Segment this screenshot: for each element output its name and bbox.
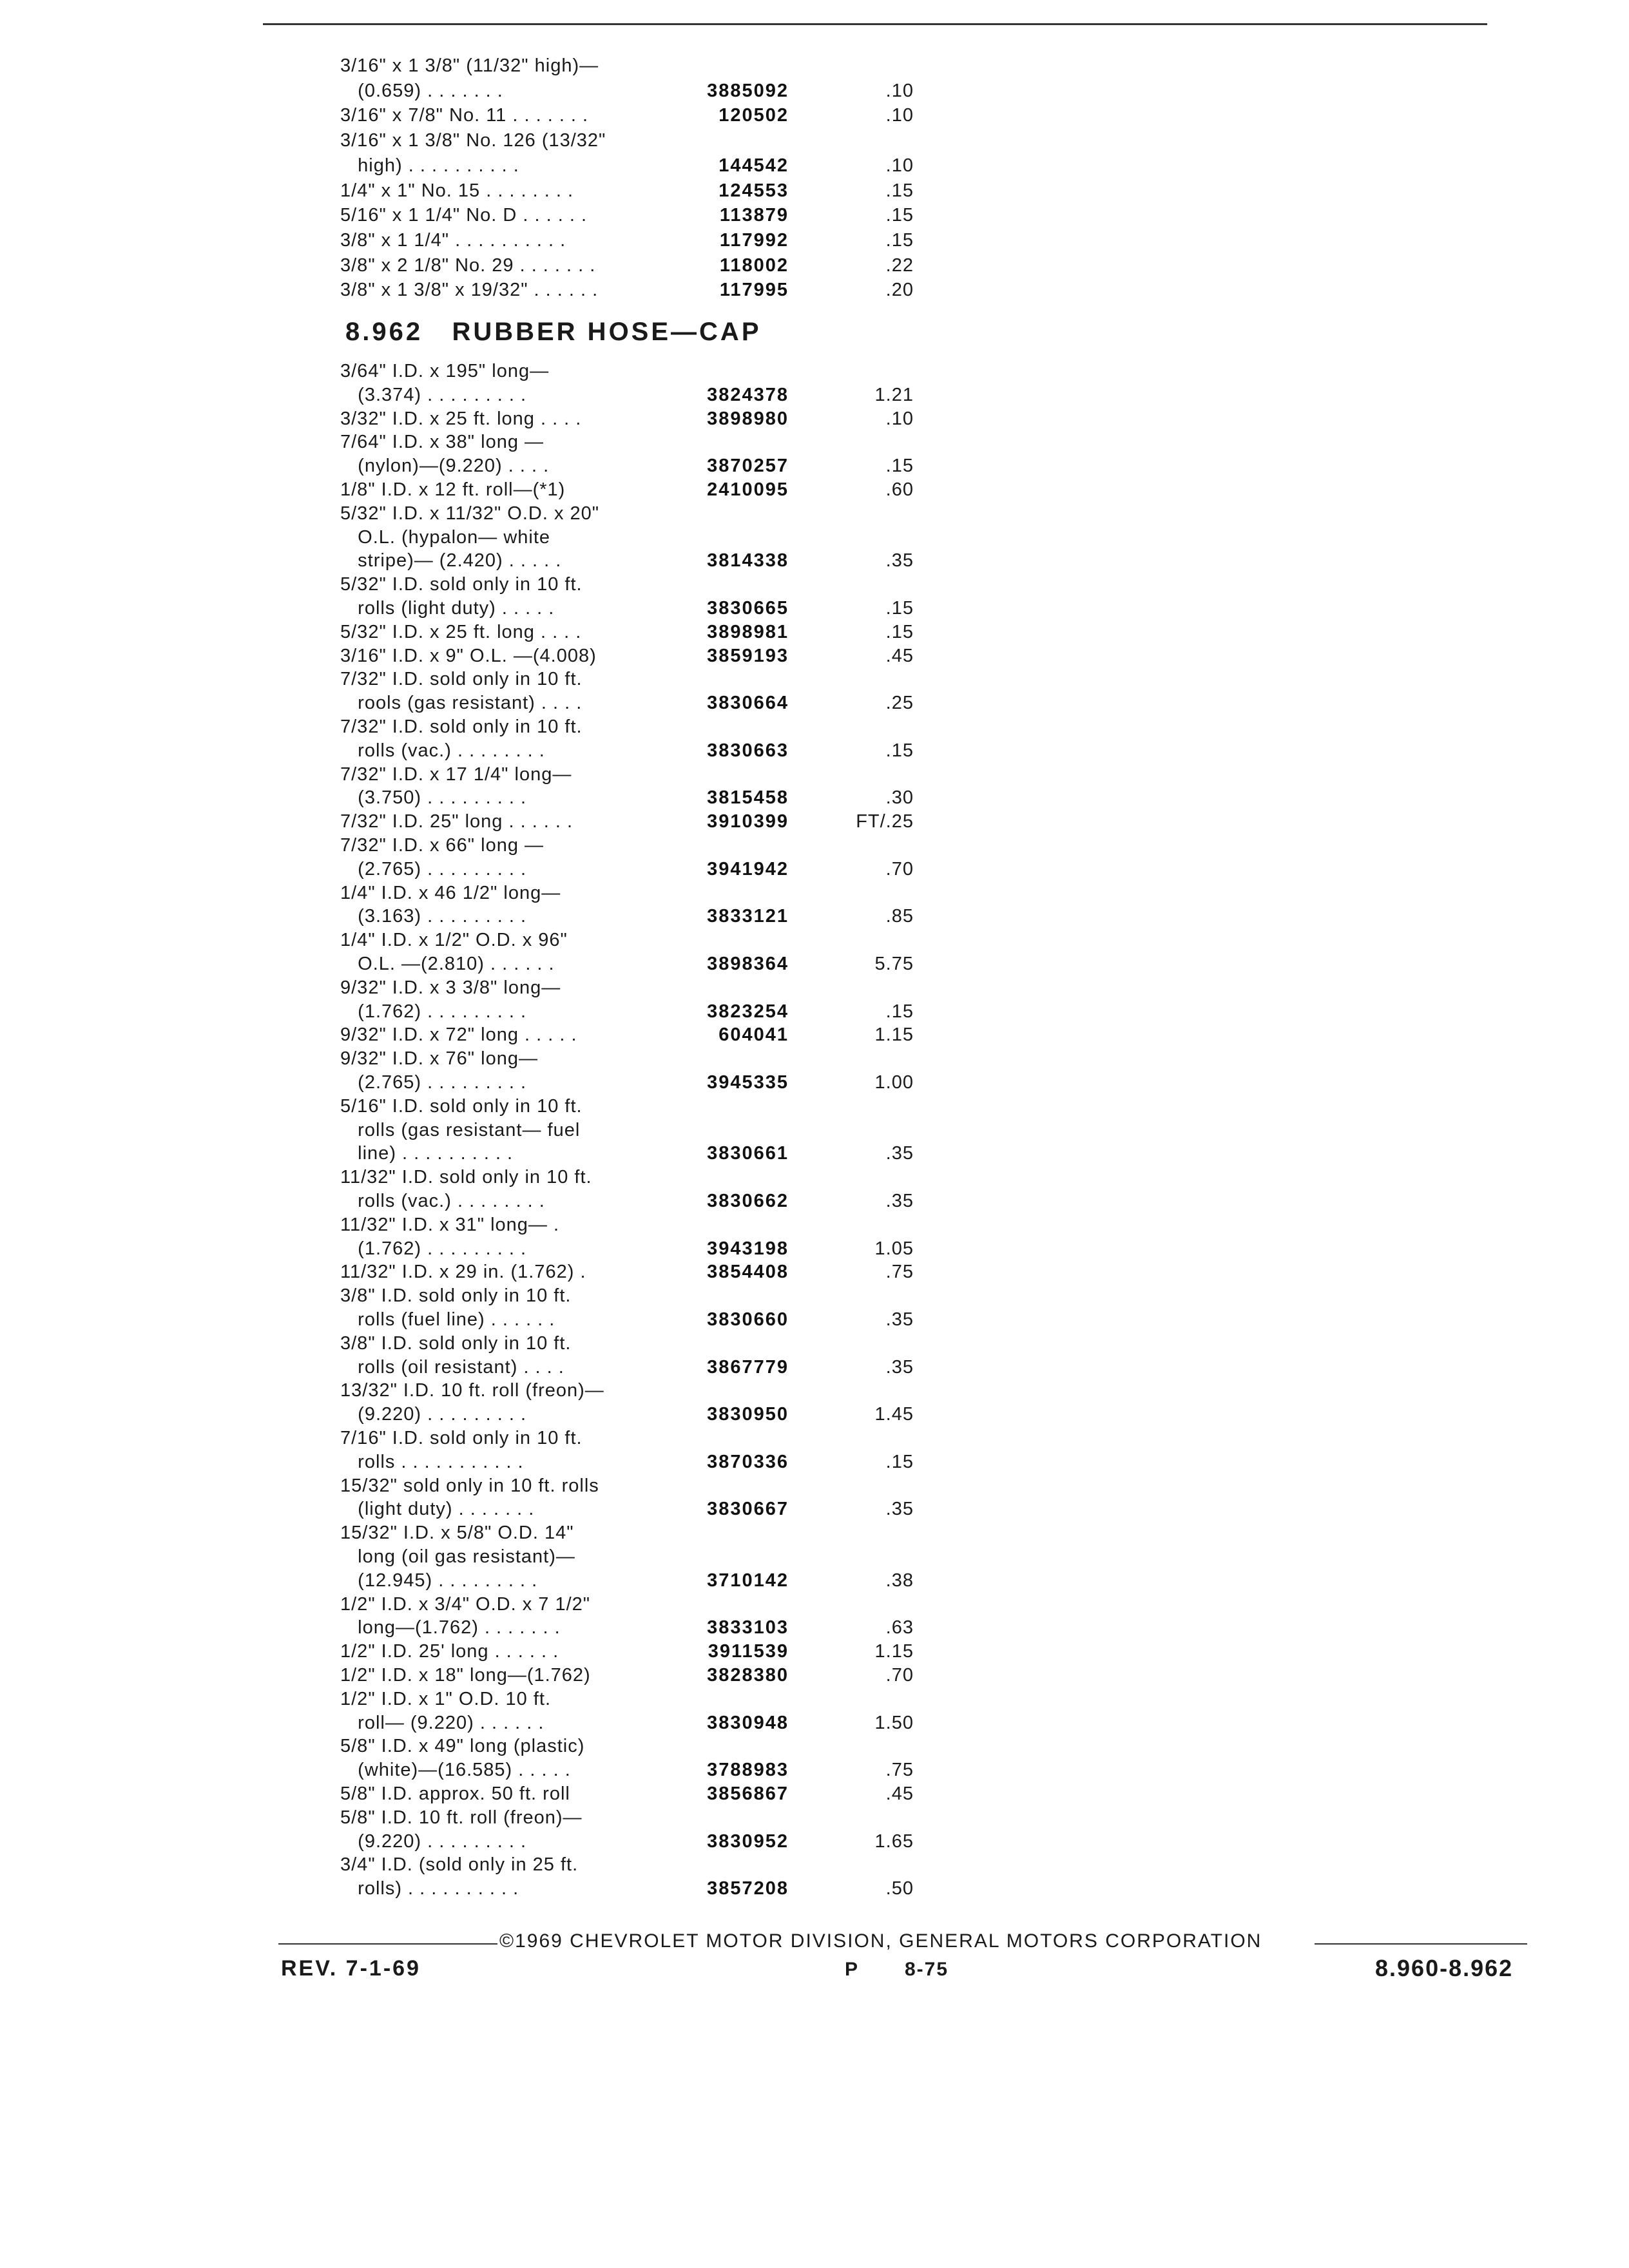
- section-title: RUBBER HOSE—CAP: [452, 318, 762, 346]
- part-number: 117992: [719, 229, 789, 251]
- list-item: [340, 1357, 920, 1381]
- part-description: 5/16" I.D. sold only in 10 ft.: [340, 1095, 583, 1117]
- list-item: [340, 693, 920, 716]
- list-item: [340, 408, 920, 432]
- part-number: 3830950: [707, 1404, 789, 1425]
- part-description: stripe)— (2.420) . . . . .: [340, 550, 562, 572]
- part-description: 9/32" I.D. x 76" long—: [340, 1048, 538, 1070]
- list-item: [340, 361, 920, 385]
- part-number: 3941942: [707, 858, 789, 879]
- part-price: .10: [885, 80, 914, 101]
- part-description: (3.750) . . . . . . . . .: [340, 787, 527, 809]
- list-item: [340, 1523, 920, 1546]
- part-description: (nylon)—(9.220) . . . .: [340, 456, 550, 477]
- list-item: [340, 255, 920, 280]
- list-item: [340, 1428, 920, 1452]
- list-item: [340, 1831, 920, 1855]
- part-number: 3788983: [707, 1760, 789, 1781]
- part-price: .10: [885, 408, 914, 429]
- part-price: FT/.25: [856, 811, 914, 832]
- part-description: rools (gas resistant) . . . .: [340, 693, 583, 714]
- part-price: .63: [885, 1617, 914, 1639]
- list-item: [340, 954, 920, 977]
- part-price: .25: [885, 693, 914, 714]
- part-number: 3815458: [707, 787, 789, 809]
- list-item: [340, 1309, 920, 1333]
- part-description: rolls . . . . . . . . . . .: [340, 1451, 524, 1472]
- list-item: [340, 1143, 920, 1167]
- part-number: 3870257: [707, 456, 789, 477]
- list-item: [340, 479, 920, 503]
- part-description: 11/32" I.D. x 29 in. (1.762) .: [340, 1262, 586, 1283]
- list-item: [340, 764, 920, 788]
- part-description: (1.762) . . . . . . . . .: [340, 1001, 527, 1022]
- part-price: .10: [885, 155, 914, 176]
- part-description: rolls (oil resistant) . . . .: [340, 1356, 564, 1378]
- list-item: [340, 835, 920, 859]
- part-description: 5/8" I.D. 10 ft. roll (freon)—: [340, 1807, 583, 1828]
- part-description: (2.765) . . . . . . . . .: [340, 1072, 527, 1093]
- part-description: 1/2" I.D. x 18" long—(1.762): [340, 1665, 591, 1686]
- part-description: 5/32" I.D. sold only in 10 ft.: [340, 574, 583, 595]
- list-item: [340, 456, 920, 479]
- part-number: 3830660: [707, 1309, 789, 1330]
- part-price: .35: [885, 1143, 914, 1164]
- part-price: .35: [885, 550, 914, 572]
- part-number: 3823254: [707, 1001, 789, 1022]
- part-number: 3867779: [707, 1356, 789, 1378]
- part-number: 3854408: [707, 1262, 789, 1283]
- part-description: (1.762) . . . . . . . . .: [340, 1238, 527, 1259]
- part-number: 117995: [719, 280, 789, 301]
- list-item: [340, 716, 920, 740]
- part-price: .35: [885, 1191, 914, 1211]
- part-price: .15: [885, 598, 914, 619]
- part-number: 2410095: [707, 479, 789, 500]
- list-item: [340, 1001, 920, 1025]
- list-item: [340, 81, 920, 106]
- part-price: .15: [885, 621, 914, 642]
- part-description: 3/8" x 2 1/8" No. 29 . . . . . . .: [340, 255, 596, 276]
- list-item: [340, 1807, 920, 1831]
- list-item: [340, 811, 920, 835]
- part-number: 118002: [719, 255, 789, 276]
- part-description: 5/32" I.D. x 11/32" O.D. x 20": [340, 503, 600, 524]
- list-item: [340, 1404, 920, 1428]
- part-price: 1.15: [874, 1641, 914, 1662]
- part-number: 120502: [718, 105, 789, 126]
- list-item: [340, 280, 920, 305]
- list-item: [340, 1736, 920, 1760]
- part-description: (white)—(16.585) . . . . .: [340, 1760, 571, 1781]
- part-number: 3830664: [707, 693, 789, 714]
- part-price: .15: [885, 229, 914, 251]
- part-price: .60: [885, 479, 914, 500]
- part-price: .15: [885, 740, 914, 761]
- list-item: [340, 1048, 920, 1072]
- part-description: 9/32" I.D. x 72" long . . . . .: [340, 1024, 577, 1046]
- list-item: [340, 1215, 920, 1238]
- part-description: 9/32" I.D. x 3 3/8" long—: [340, 977, 561, 998]
- part-price: 1.65: [874, 1831, 914, 1852]
- list-item: [340, 1854, 920, 1878]
- part-description: 3/8" x 1 3/8" x 19/32" . . . . . .: [340, 280, 599, 301]
- part-number: 3911539: [708, 1641, 789, 1662]
- list-item: [340, 930, 920, 954]
- part-price: .15: [885, 456, 914, 477]
- list-item: [340, 503, 920, 527]
- list-item: [340, 740, 920, 764]
- part-description: 1/4" I.D. x 46 1/2" long—: [340, 882, 561, 903]
- list-item: [340, 977, 920, 1001]
- part-price: .70: [885, 1665, 914, 1686]
- list-item: [340, 1285, 920, 1309]
- part-description: 3/8" I.D. sold only in 10 ft.: [340, 1332, 572, 1354]
- list-item: [340, 1594, 920, 1618]
- part-number: 3856867: [707, 1783, 789, 1804]
- part-price: .85: [885, 906, 914, 927]
- part-price: .70: [885, 858, 914, 879]
- list-item: [340, 598, 920, 622]
- footer-rule-right: [1315, 1943, 1527, 1945]
- part-description: 1/4" x 1" No. 15 . . . . . . . .: [340, 180, 574, 201]
- part-description: 3/4" I.D. (sold only in 25 ft.: [340, 1854, 579, 1876]
- part-price: 1.50: [874, 1712, 914, 1733]
- part-description: (9.220) . . . . . . . . .: [340, 1831, 527, 1852]
- part-price: .20: [885, 280, 914, 301]
- list-item: [340, 1665, 920, 1689]
- part-description: 11/32" I.D. x 31" long— .: [340, 1214, 560, 1235]
- part-description: 7/32" I.D. x 66" long —: [340, 835, 545, 856]
- list-item: [340, 1570, 920, 1594]
- section-number: 8.962: [345, 318, 423, 346]
- list-item: [340, 669, 920, 693]
- part-description: 3/64" I.D. x 195" long—: [340, 361, 550, 381]
- list-item: [340, 1641, 920, 1665]
- list-item: [340, 1499, 920, 1523]
- list-item: [340, 1689, 920, 1713]
- part-price: .50: [885, 1878, 914, 1899]
- part-price: .45: [885, 645, 914, 666]
- part-number: 3824378: [707, 384, 789, 405]
- list-item: [340, 385, 920, 408]
- part-description: rolls (vac.) . . . . . . . .: [340, 740, 545, 761]
- list-item: [340, 432, 920, 456]
- part-number: 3830952: [707, 1831, 789, 1852]
- part-number: 3833103: [707, 1617, 789, 1639]
- part-description: 1/2" I.D. x 1" O.D. 10 ft.: [340, 1688, 552, 1709]
- list-item: [340, 1617, 920, 1641]
- part-description: (3.163) . . . . . . . . .: [340, 906, 527, 927]
- part-number: 3898981: [707, 621, 789, 642]
- part-price: 5.75: [874, 954, 914, 974]
- part-description: 3/8" x 1 1/4" . . . . . . . . . .: [340, 229, 566, 251]
- part-description: long—(1.762) . . . . . . .: [340, 1617, 561, 1639]
- part-description: 15/32" sold only in 10 ft. rolls: [340, 1475, 599, 1496]
- part-price: 1.21: [874, 384, 914, 405]
- part-price: .15: [885, 180, 914, 201]
- list-item: [340, 1096, 920, 1120]
- part-description: line) . . . . . . . . . .: [340, 1143, 514, 1164]
- part-description: 7/32" I.D. sold only in 10 ft.: [340, 716, 583, 737]
- list-item: [340, 155, 920, 180]
- part-number: 3898980: [707, 408, 789, 429]
- part-number: 3833121: [707, 906, 789, 927]
- footer-revision: REV. 7-1-69: [281, 1956, 421, 1981]
- part-number: 144542: [718, 155, 789, 176]
- part-price: .30: [885, 787, 914, 809]
- part-number: 3910399: [707, 811, 789, 832]
- part-description: 7/32" I.D. sold only in 10 ft.: [340, 669, 583, 690]
- list-item: [340, 859, 920, 883]
- part-number: 3828380: [707, 1665, 789, 1686]
- list-item: [340, 230, 920, 255]
- part-description: 11/32" I.D. sold only in 10 ft.: [340, 1167, 592, 1188]
- part-number: 3830667: [707, 1499, 789, 1520]
- part-description: 5/8" I.D. x 49" long (plastic): [340, 1736, 585, 1757]
- list-item: [340, 1452, 920, 1475]
- part-description: 3/8" I.D. sold only in 10 ft.: [340, 1285, 572, 1307]
- list-item: [340, 1713, 920, 1736]
- part-description: 3/16" x 7/8" No. 11 . . . . . . .: [340, 105, 589, 126]
- part-price: 1.45: [874, 1404, 914, 1425]
- section-heading: [345, 318, 762, 347]
- part-description: 7/16" I.D. sold only in 10 ft.: [340, 1428, 583, 1448]
- list-item: [340, 550, 920, 574]
- list-item: [340, 574, 920, 598]
- list-item: [340, 1760, 920, 1783]
- part-description: (3.374) . . . . . . . . .: [340, 384, 527, 405]
- list-item: [340, 1475, 920, 1499]
- list-item: [340, 55, 920, 81]
- part-price: .35: [885, 1309, 914, 1330]
- part-description: 15/32" I.D. x 5/8" O.D. 14": [340, 1523, 574, 1544]
- footer-page-letter: P: [845, 1959, 858, 1980]
- part-description: (light duty) . . . . . . .: [340, 1499, 535, 1520]
- list-item: [340, 180, 920, 206]
- list-item: [340, 1167, 920, 1191]
- part-number: 604041: [718, 1024, 789, 1046]
- list-item: [340, 646, 920, 669]
- part-number: 124553: [718, 180, 789, 201]
- part-description: (12.945) . . . . . . . . .: [340, 1570, 538, 1591]
- part-description: 7/32" I.D. 25" long . . . . . .: [340, 811, 574, 832]
- list-item: [340, 205, 920, 230]
- part-price: .15: [885, 1451, 914, 1472]
- part-number: 3885092: [707, 80, 789, 101]
- part-description: 5/8" I.D. approx. 50 ft. roll: [340, 1783, 570, 1804]
- footer-copyright: ©1969 CHEVROLET MOTOR DIVISION, GENERAL MOTORS CORPORATION: [499, 1930, 1262, 1952]
- list-item: [340, 1262, 920, 1285]
- part-description: 1/4" I.D. x 1/2" O.D. x 96": [340, 930, 568, 951]
- part-number: 3814338: [707, 550, 789, 572]
- part-price: 1.05: [874, 1238, 914, 1259]
- list-item: [340, 1333, 920, 1357]
- part-number: 3710142: [707, 1570, 789, 1591]
- part-number: 3830665: [707, 598, 789, 619]
- part-description: 1/2" I.D. x 3/4" O.D. x 7 1/2": [340, 1593, 591, 1615]
- part-description: 3/32" I.D. x 25 ft. long . . . .: [340, 408, 582, 429]
- part-number: 113879: [719, 205, 789, 226]
- part-description: 13/32" I.D. 10 ft. roll (freon)—: [340, 1380, 604, 1401]
- list-item: [340, 1120, 920, 1144]
- part-number: 3830661: [707, 1143, 789, 1164]
- part-price: .45: [885, 1783, 914, 1804]
- part-description: rolls (vac.) . . . . . . . .: [340, 1191, 545, 1211]
- list-item: [340, 1072, 920, 1096]
- part-price: .15: [885, 205, 914, 226]
- part-description: long (oil gas resistant)—: [340, 1546, 575, 1567]
- part-price: 1.15: [874, 1024, 914, 1046]
- part-description: 3/16" x 1 3/8" No. 126 (13/32": [340, 130, 606, 151]
- part-price: 1.00: [874, 1072, 914, 1093]
- part-description: roll— (9.220) . . . . . .: [340, 1712, 545, 1733]
- part-number: 3830948: [707, 1712, 789, 1733]
- top-rule: [263, 23, 1487, 25]
- part-number: 3859193: [707, 645, 789, 666]
- part-description: 3/16" I.D. x 9" O.L. —(4.008): [340, 645, 597, 666]
- part-description: 5/32" I.D. x 25 ft. long . . . .: [340, 621, 582, 642]
- part-number: 3943198: [707, 1238, 789, 1259]
- part-description: rolls (light duty) . . . . .: [340, 598, 555, 619]
- part-description: O.L. (hypalon— white: [340, 526, 551, 548]
- list-item: [340, 1546, 920, 1570]
- part-price: .35: [885, 1356, 914, 1378]
- part-description: rolls (gas resistant— fuel: [340, 1119, 581, 1140]
- part-description: 3/16" x 1 3/8" (11/32" high)—: [340, 55, 599, 76]
- part-description: 7/32" I.D. x 17 1/4" long—: [340, 764, 572, 785]
- part-number: 3898364: [707, 954, 789, 974]
- part-description: high) . . . . . . . . . .: [340, 155, 519, 176]
- list-item: [340, 105, 920, 130]
- list-item: [340, 906, 920, 930]
- list-item: [340, 1878, 920, 1902]
- part-description: (2.765) . . . . . . . . .: [340, 858, 527, 879]
- part-description: 1/8" I.D. x 12 ft. roll—(*1): [340, 479, 566, 500]
- list-item: [340, 527, 920, 551]
- list-item: [340, 1783, 920, 1807]
- part-number: 3945335: [707, 1072, 789, 1093]
- list-item: [340, 787, 920, 811]
- list-item: [340, 1380, 920, 1404]
- part-price: .38: [885, 1570, 914, 1591]
- footer-page-number: 8-75: [905, 1959, 949, 1980]
- part-description: (0.659) . . . . . . .: [340, 80, 503, 101]
- part-description: rolls) . . . . . . . . . .: [340, 1878, 519, 1899]
- footer-section-range: 8.960-8.962: [1375, 1955, 1514, 1981]
- part-number: 3830663: [707, 740, 789, 761]
- part-price: .75: [885, 1262, 914, 1283]
- part-description: 5/16" x 1 1/4" No. D . . . . . .: [340, 205, 588, 226]
- part-price: .10: [885, 105, 914, 126]
- part-price: .35: [885, 1499, 914, 1520]
- part-description: 7/64" I.D. x 38" long —: [340, 432, 545, 453]
- list-item: [340, 130, 920, 155]
- part-description: rolls (fuel line) . . . . . .: [340, 1309, 555, 1330]
- part-description: (9.220) . . . . . . . . .: [340, 1404, 527, 1425]
- part-price: .75: [885, 1760, 914, 1781]
- part-number: 3857208: [707, 1878, 789, 1899]
- list-item: [340, 622, 920, 646]
- part-price: .22: [885, 255, 914, 276]
- part-price: .15: [885, 1001, 914, 1022]
- part-number: 3830662: [707, 1191, 789, 1211]
- part-number: 3870336: [707, 1451, 789, 1472]
- list-item: [340, 1238, 920, 1262]
- list-item: [340, 883, 920, 907]
- list-item: [340, 1191, 920, 1215]
- part-description: O.L. —(2.810) . . . . . .: [340, 954, 555, 974]
- footer-rule-left: [278, 1943, 497, 1945]
- part-description: 1/2" I.D. 25' long . . . . . .: [340, 1641, 559, 1662]
- list-item: [340, 1024, 920, 1048]
